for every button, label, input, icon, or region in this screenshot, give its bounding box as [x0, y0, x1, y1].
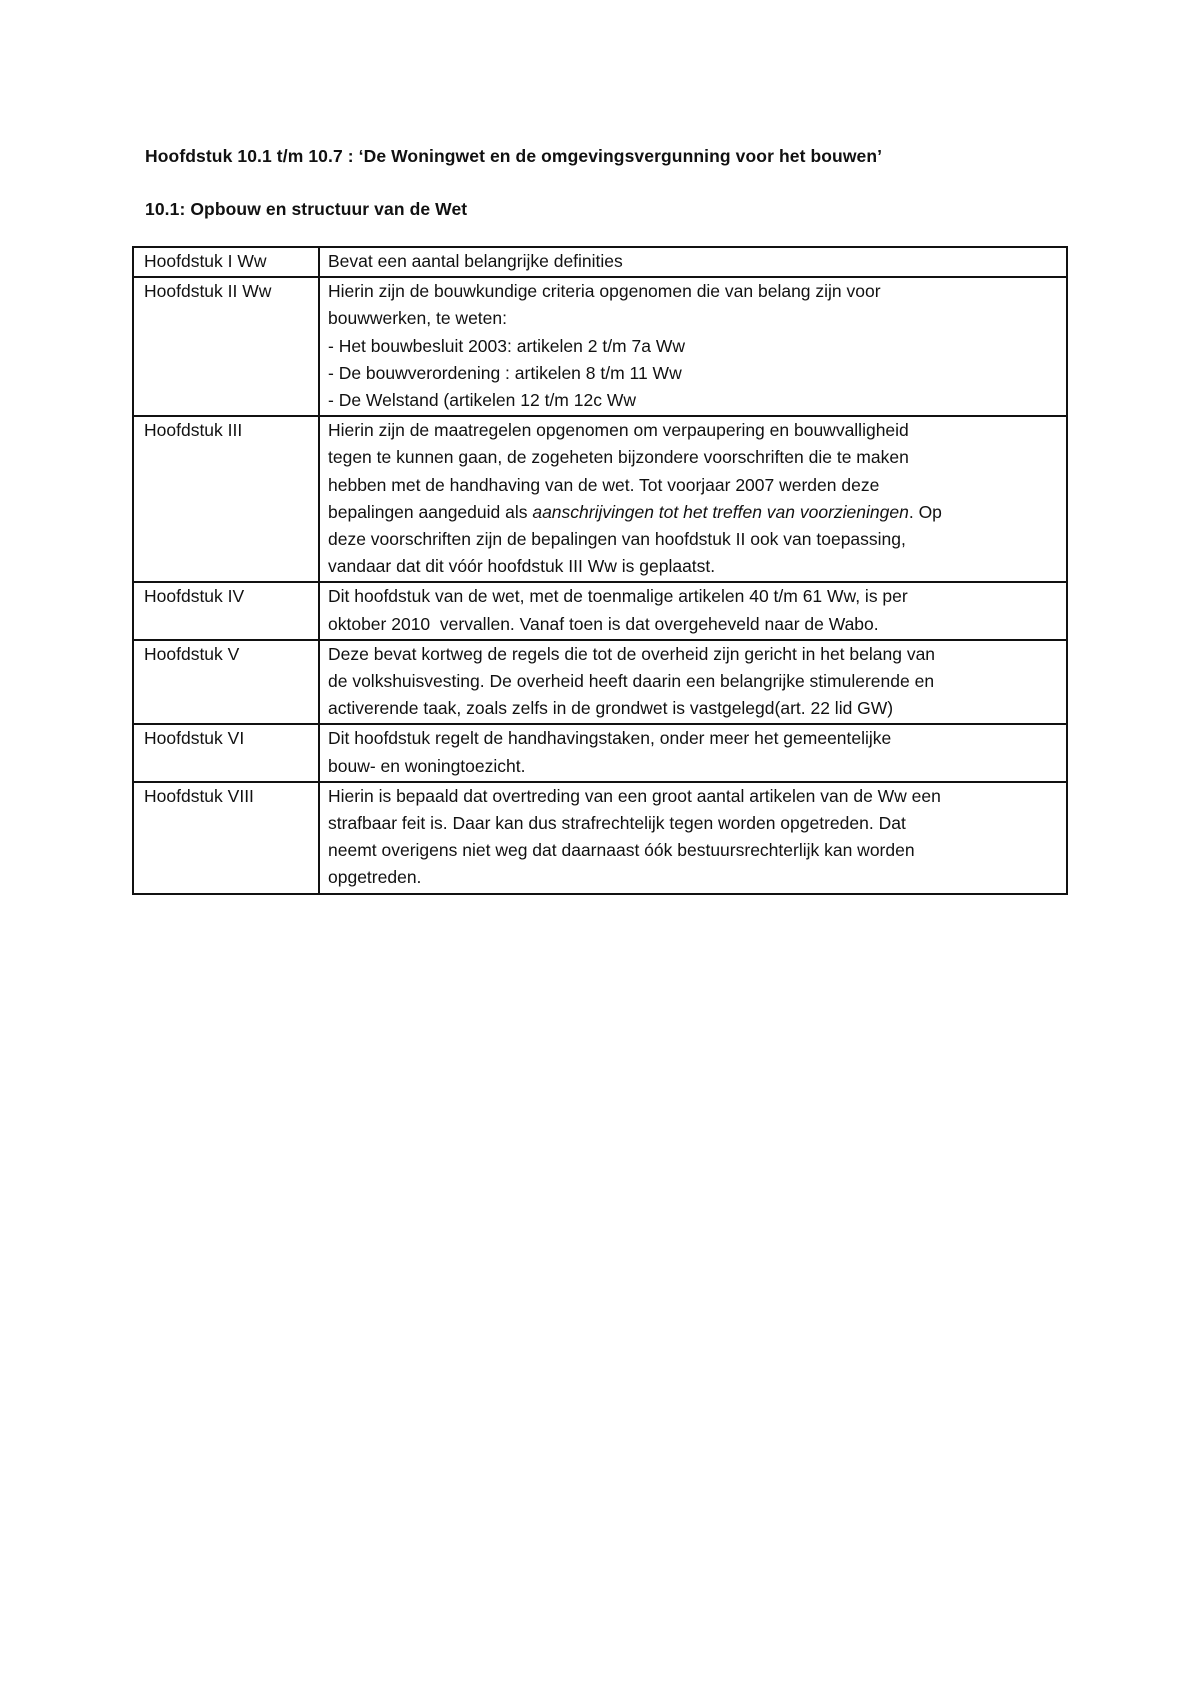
description-cell [319, 582, 1067, 639]
chapter-cell: Hoofdstuk VIII [133, 782, 319, 894]
description-cell [319, 724, 1067, 781]
description-line: Dit hoofdstuk regelt de handhavingstaken, onder meer het gemeentelijke [328, 728, 892, 749]
description-line: activerende taak, zoals zelfs in de grondwet is vastgelegd(art. 22 lid GW) [328, 698, 894, 719]
description-line: - De bouwverordening : artikelen 8 t/m 11 Ww [328, 362, 682, 383]
table-row [133, 416, 1067, 582]
description-line: deze voorschriften zijn de bepalingen van hoofdstuk II ook van toepassing, [328, 529, 906, 550]
chapter-cell: Hoofdstuk II Ww [133, 277, 319, 416]
description-cell [319, 277, 1067, 416]
description-cell [319, 640, 1067, 725]
description-line: strafbaar feit is. Daar kan dus strafrechtelijk tegen worden opgetreden. Dat [328, 813, 906, 834]
document-title: Hoofdstuk 10.1 t/m 10.7 : ‘De Woningwet en de omgevingsvergunning voor het bouwen’ [145, 146, 883, 166]
table-row [133, 582, 1067, 639]
description-cell [319, 416, 1067, 582]
description-line: bouw- en woningtoezicht. [328, 755, 526, 776]
table-row [133, 782, 1067, 894]
chapter-cell: Hoofdstuk III [133, 416, 319, 582]
chapter-cell: Hoofdstuk V [133, 640, 319, 725]
table-row [133, 640, 1067, 725]
description-line [328, 499, 1058, 526]
description-text: . Op [908, 501, 942, 522]
description-line: Hierin is bepaald dat overtreding van een groot aantal artikelen van de Ww een [328, 785, 941, 806]
description-line: vandaar dat dit vóór hoofdstuk III Ww is geplaatst. [328, 556, 716, 577]
description-line: opgetreden. [328, 867, 422, 888]
description-line: bouwwerken, te weten: [328, 308, 507, 329]
table-row [133, 724, 1067, 781]
description-cell [319, 782, 1067, 894]
chapter-cell: Hoofdstuk IV [133, 582, 319, 639]
description-line: - Het bouwbesluit 2003: artikelen 2 t/m 7a Ww [328, 335, 685, 356]
description-line: Bevat een aantal belangrijke definities [328, 251, 623, 271]
description-line: tegen te kunnen gaan, de zogeheten bijzondere voorschriften die te maken [328, 447, 909, 468]
chapter-cell: Hoofdstuk I Ww [133, 247, 319, 277]
description-line: Dit hoofdstuk van de wet, met de toenmalige artikelen 40 t/m 61 Ww, is per [328, 586, 908, 607]
chapters-table [132, 246, 1068, 895]
description-cell [319, 247, 1067, 277]
table-row [133, 247, 1067, 277]
description-line: Hierin zijn de maatregelen opgenomen om verpaupering en bouwvalligheid [328, 420, 909, 441]
description-line: oktober 2010 vervallen. Vanaf toen is dat overgeheveld naar de Wabo. [328, 613, 879, 634]
section-title: 10.1: Opbouw en structuur van de Wet [145, 199, 468, 219]
description-text: bepalingen aangeduid als [328, 501, 533, 522]
chapter-cell: Hoofdstuk VI [133, 724, 319, 781]
description-line: Hierin zijn de bouwkundige criteria opgenomen die van belang zijn voor [328, 281, 881, 302]
table-row [133, 277, 1067, 416]
emphasized-term: aanschrijvingen tot het treffen van voorzieningen [532, 501, 909, 522]
description-line: Deze bevat kortweg de regels die tot de overheid zijn gericht in het belang van [328, 643, 936, 664]
description-line: de volkshuisvesting. De overheid heeft daarin een belangrijke stimulerende en [328, 671, 935, 692]
description-line: neemt overigens niet weg dat daarnaast óók bestuursrechterlijk kan worden [328, 840, 915, 861]
description-line: - De Welstand (artikelen 12 t/m 12c Ww [328, 390, 636, 411]
description-line: hebben met de handhaving van de wet. Tot voorjaar 2007 werden deze [328, 474, 880, 495]
